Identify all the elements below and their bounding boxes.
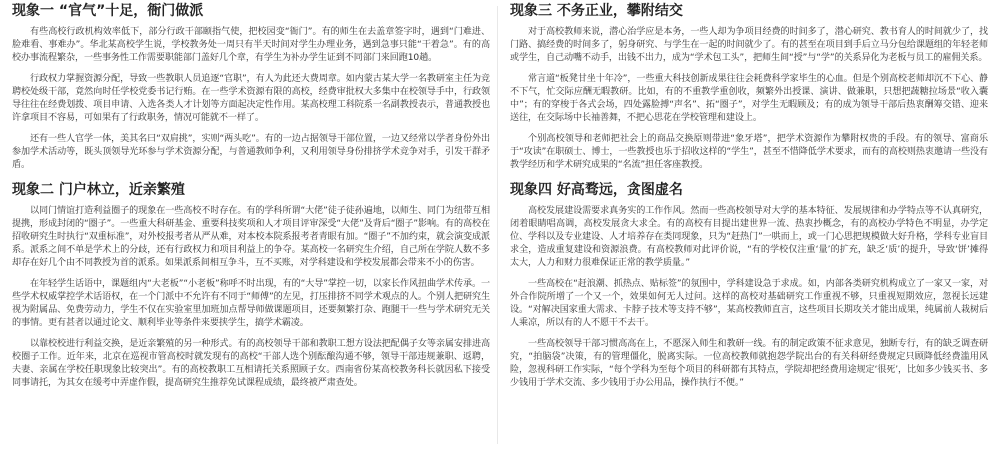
section-title: 现象四 好高骛远，贪图虚名	[510, 182, 683, 198]
paragraph: 高校发展建设需要求真务实的工作作风。然而一些高校领导对大学的基本特征、发展规律和办学特点等不认真研究，闭着眼睛唱高调，高校发展贪大求全。有的高校有目提出建世界一流、热衷抄概念，有的高校办学特色不明显，办学定位、学科以及专业建设、人才培养存在类同现象，只为“赶热门”一哄而上，或一门心思把规模做大好升格，学科专业盲目求全，造成重复建设和资源浪费。有高校教师对此评价说，“有的学校仅注重‘量’的扩充，缺乏‘质’的提升，导致‘饼’摊得太大，人力和财力很难保证正常的教学质量。”	[510, 206, 988, 268]
paragraph: 以同门情谊打造利益圈子的现象在一些高校不时存在。有的学科所谓“大佬”徒子徒孙遍地，以师生、同门为纽带互相提携，形成封闭的“圈子”。一些重大科研基金、重要科技奖项和人才项目评审深受“大佬”及背后“圈子”影响。有的高校在招收研究生时执行“双重标准”，对外校报考者从严从难，对本校本院系报考者青眼有加。“圈子”不加约束，就会演变成派系。派系之间不单是学术上的分歧，还有行政权力和项目利益上的争夺。某高校一名研究生介绍，自己所在学院人数不多却存在好几个由不同教授为首的派系。如果派系间相互争斗，互不买账，对学科建设和学校发展都会带来不小的伤害。	[12, 206, 490, 268]
paragraph: 对于高校教师来说，潜心治学应是本务，一些人却为争项目经费的时间多了，潜心研究、教书育人的时间就少了，找门路、搞经费的时间多了，躬身研究、与学生在一起的时间就少了。有的甚至在项目到手后立马分包给课题组的年轻老师或学生，自己动嘴不动手，出钱不出力，成为“学术包工头”，把师生间“授”与“学”的关系异化为老板与员工的雇佣关系。	[510, 27, 988, 63]
paragraph: 个别高校领导和老师把社会上的商品交换原则带进“象牙塔”，把学术资源作为攀附权贵的手段。有的领导、富商乐于“攻读”在职硕士、博士，一些教授也乐于招收这样的“学生”，甚至不惜降低学术要求，而有的高校则热衷邀请一些没有教学经历和学术研究成果的“名流”担任客座教授。	[510, 134, 988, 170]
paragraph: 一些高校在“赶浪潮、抓热点、贴标签”的氛围中，学科建设急于求成。如，内部各类研究机构成立了一家又一家，对外合作院所增了一个又一个，效果如何无人过问。这样的高校对基础研究工作重视不够，只重视短期效应，忽视长远建设。“对解决国家重大需求、卡脖子技术等支持不够”，某高校教师直言，这些项目长期攻关才能出成果，纯属前人栽树后人乘凉，所以有的人不愿干不去干。	[510, 279, 988, 328]
right-column	[510, 0, 988, 390]
paragraph: 常言道“板凳甘坐十年冷”，一些重大科技创新成果往往会耗费科学家毕生的心血。但是个别高校老师却沉不下心、静不下气，忙交际应酬无暇教研。比如，有的不重教学重创收，频繁外出授课、演讲、做兼职，只想把蔬糖拉场景“收入囊中”；有的穿梭于各式会场，四处露脸搏“声名”、拓“圈子”，对学生无暇顾及；有的成为领导干部后热衷酬筹交错、迎来送往，在交际场中长袖善舞，不把心思花在学校管理和建设上。	[510, 74, 988, 123]
left-column	[12, 0, 490, 390]
paragraph: 以靠校校进行利益交换，是近亲繁殖的另一种形式。有的高校领导干部和教职工想方设法把配偶子女等亲属安排进高校圈子工作。近年来，北京在巡视市管高校时就发现有的高校“干部人选个别酝酿沟通不够，领导干部违规兼职、返聘，夫妻、亲属在学校任职现象比较突出”。有的高校教职工互相请托关系照顾子女。西南省份某高校教务科长就因私下接受同事请托，为其女在缓考中弄虚作假，提高研究生推荐免试课程成绩，最终被严肃查处。	[12, 339, 490, 388]
section-title: 现象一 “官气”十足，衙门做派	[12, 3, 204, 19]
section-title: 现象三 不务正业，攀附结交	[510, 3, 683, 19]
paragraph: 在年轻学生话语中，课题组内“大老板”“小老板”称呼不时出现，有的“大导”掌控一切，以家长作风扭曲学术传承。一些学术权威掌控学术话语权，在一个门派中不允许有不同于“师傅”的左见，打压排挤不同学术观点的人。个别人把研究生视为附属品、免费劳动力，学生不仅在实验室里加班加点帮导师做课题项目，还要频繁打杂、跑腿干一些与学术研究无关的事情。更有甚者以通过论文、顺利毕业等条件来要挟学生，搞学术霸凌。	[12, 279, 490, 328]
paragraph: 行政权力掌握资源分配，导致一些教职人员追逐“官职”，有人为此还大费周章。如内蒙古某大学一名教研室主任为竞聘校处级干部，竟然向时任学校党委书记行贿。在一些学术资源有限的高校，经费审批权大多集中在校领导手中，行政领导往往在经费划拨、项目申请、入选各类人才计划等方面起决定性作用。某高校理工科院系一名副教授表示，普通教授也许拿项目不容易，可如果有了行政职务，情况可能就不一样了。	[12, 74, 490, 123]
column-divider	[497, 6, 498, 444]
paragraph: 还有一些人官学一体，美其名曰“双肩挑”，实则“两头吃”。有的一边占据领导干部位置，一边又经常以学者身份外出参加学术活动等，既头顶领导光环参与学术资源分配，与普通教师争利，又利用领导身份排挤学术竞争对手，引发干群矛盾。	[12, 134, 490, 170]
paragraph: 有些高校行政机构效率低下，部分行政干部颐指气使，把校园变“衙门”。有的师生在去盖章签字时，遇到“门难进、脸难看、事难办”。华北某高校学生说，学校教务处一周只有半天时间对学生办理业务，遇到急事只能“干着急”。有的高校办事流程繁杂，一些事务性工作需要职能部门盖好几个章，有学生为补办学生证到不同部门来回跑10趟。	[12, 27, 490, 63]
paragraph: 一些高校领导干部习惯高高在上，不愿深入师生和教研一线。有的制定政策不征求意见，独断专行，有的缺乏调查研究，“拍脑袋”决策，有的管理僵化，脱离实际。一位高校教师就抱怨学院出台的有关科研经费规定只顾降低经费滥用风险，忽视科研工作实际，“每个学科为至每个项目的科研都有其特点，学院却把经费用途规定‘很死’，比如多少钱买书、多少钱用于学术交流、多少钱用于办公用品，操作执行不便。”	[510, 339, 988, 388]
section-title: 现象二 门户林立，近亲繁殖	[12, 182, 185, 198]
